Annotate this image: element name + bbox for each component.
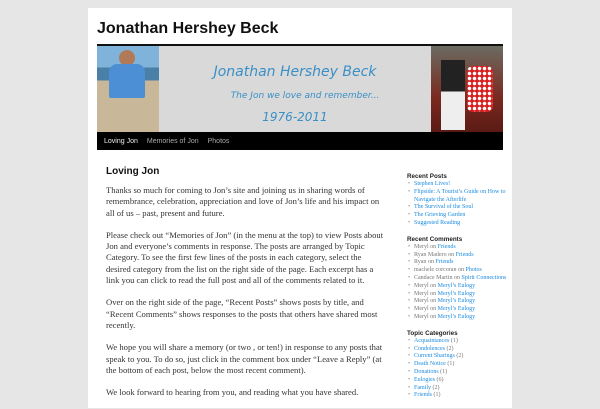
category-item (407, 392, 507, 400)
category-link[interactable]: Condolences (414, 345, 445, 352)
category-item (407, 338, 507, 346)
recent-comment-item (407, 275, 507, 283)
comment-author: Candace Martin (414, 274, 453, 281)
comment-author: Ryan (414, 259, 427, 266)
comment-on: on (430, 298, 437, 305)
recent-comment-item (407, 283, 507, 291)
recent-posts-heading: Recent Posts (407, 173, 447, 180)
categories-list (407, 338, 507, 400)
nav-photos[interactable]: Photos (207, 137, 230, 145)
category-count: (6) (436, 376, 444, 383)
recent-post-link[interactable]: The Grieving Garden (414, 212, 466, 219)
banner-years: 1976-2011 (262, 110, 328, 124)
category-count: (1) (447, 361, 455, 368)
comment-post-link[interactable]: Spirit Connections (461, 274, 507, 281)
banner-title: Jonathan Hershey Beck (213, 64, 377, 80)
recent-post-item (407, 220, 507, 228)
comment-on: on (453, 274, 460, 281)
category-link[interactable]: Family (414, 384, 432, 391)
comment-on: on (430, 306, 437, 313)
comment-author: Meryl (414, 290, 429, 297)
category-item (407, 377, 507, 385)
category-count: (2) (456, 353, 464, 360)
beach-photo (97, 46, 159, 132)
main-nav (97, 132, 503, 150)
comment-post-link[interactable]: Friends (437, 243, 456, 250)
nav-memories-of-jon[interactable]: Memories of Jon (146, 137, 199, 145)
post-content (106, 166, 386, 409)
site-title[interactable]: Jonathan Hershey Beck (97, 20, 279, 37)
recent-comments-heading: Recent Comments (407, 235, 463, 243)
recent-comment-item (407, 291, 507, 299)
category-link[interactable]: Death Notice (414, 361, 446, 368)
category-count: (2) (446, 345, 454, 352)
comment-on: on (430, 243, 437, 250)
comment-on: on (448, 251, 455, 258)
recent-comment-item (407, 244, 507, 252)
recent-post-item (407, 189, 507, 205)
paragraph: Thanks so much for coming to Jon’s site and joining us in sharing words of remembrance, celebration, appreciation and love of Jon’s life and his impact on all of us – past, present and future. (106, 185, 380, 218)
comment-on: on (427, 259, 434, 266)
comment-author: Meryl (414, 313, 429, 320)
comment-post-link[interactable]: Friends (435, 259, 454, 266)
comment-author: Meryl (414, 298, 429, 305)
category-item (407, 369, 507, 377)
category-link[interactable]: Donations (414, 368, 439, 375)
category-link[interactable]: Friends (414, 392, 432, 399)
category-count: (1) (440, 368, 448, 375)
paragraph: We look forward to hearing from you, and reading what you have shared. (106, 387, 359, 398)
recent-post-item (407, 181, 507, 189)
comment-post-link[interactable]: Meryl’s Eulogy (437, 306, 476, 313)
recent-comment-item (407, 298, 507, 306)
comment-on: on (430, 282, 437, 289)
page (88, 8, 512, 408)
recent-comment-item (407, 252, 507, 260)
comment-post-link[interactable]: Photos (465, 267, 482, 274)
recent-post-link[interactable]: Flipside: A Tourist’s Guide on How to Navigate the Afterlife (414, 188, 506, 203)
comment-author: Meryl (414, 243, 429, 250)
comment-post-link[interactable]: Meryl’s Eulogy (437, 298, 476, 305)
comment-on: on (457, 267, 464, 274)
post-title: Loving Jon (106, 166, 160, 177)
recent-comment-item (407, 259, 507, 267)
category-count: (2) (432, 384, 440, 391)
recent-post-link[interactable]: Stephen Lives! (414, 181, 451, 187)
comment-post-link[interactable]: Meryl’s Eulogy (437, 313, 476, 320)
recent-comments-list (407, 244, 507, 322)
recent-post-link[interactable]: Suggested Reading (414, 219, 461, 226)
recent-comment-item (407, 267, 507, 275)
paragraph: Over on the right side of the page, “Recent Posts” shows posts by title, and “Recent Comments” shows responses to the posts that others have shared most recently. (106, 297, 378, 330)
recent-comment-item (407, 314, 507, 322)
comment-on: on (430, 290, 437, 297)
paragraph: Please check out “Memories of Jon” (in the menu at the top) to view Posts about Jon and everyone’s comments in response. The posts are arranged by Topic Category. To see the first few lines of the posts in each category, select the desired category from the list on the right side of the page. Each excerpt has a link you can click to read the full post and all of the comments related to it. (106, 229, 384, 286)
comment-on: on (430, 313, 437, 320)
category-count: (1) (450, 337, 458, 344)
comment-post-link[interactable]: Meryl’s Eulogy (437, 282, 476, 289)
recent-post-link[interactable]: The Survival of the Soul (414, 204, 473, 211)
banner-tagline: The Jon we love and remember... (230, 91, 380, 101)
nav-loving-jon[interactable]: Loving Jon (104, 137, 138, 145)
paragraph: We hope you will share a memory (or two , or ten!) in response to any posts that speak to you. To do so, just click in the comment box under “Leave a Reply” (at the bottom of each post, below the most recent comment). (106, 342, 383, 375)
category-link[interactable]: Eulogies (414, 376, 435, 383)
recent-comment-item (407, 306, 507, 314)
minnie-photo (431, 46, 503, 132)
categories-heading: Topic Categories (407, 329, 458, 337)
comment-author: Meryl (414, 306, 429, 313)
category-item (407, 361, 507, 369)
category-link[interactable]: Current Sharings (414, 353, 455, 360)
recent-post-item (407, 204, 507, 212)
category-link[interactable]: Acquaintances (414, 337, 450, 344)
comment-post-link[interactable]: Meryl’s Eulogy (437, 290, 476, 297)
recent-post-item (407, 212, 507, 220)
recent-posts-list (407, 181, 507, 228)
comment-author: machele corcoran (414, 267, 457, 274)
comment-author: Meryl (414, 282, 429, 289)
comment-author: Ryan Madero (414, 251, 447, 258)
comment-post-link[interactable]: Friends (455, 251, 474, 258)
sidebar (407, 173, 507, 408)
header-banner (97, 44, 503, 132)
category-count: (1) (433, 392, 441, 399)
category-item (407, 353, 507, 361)
